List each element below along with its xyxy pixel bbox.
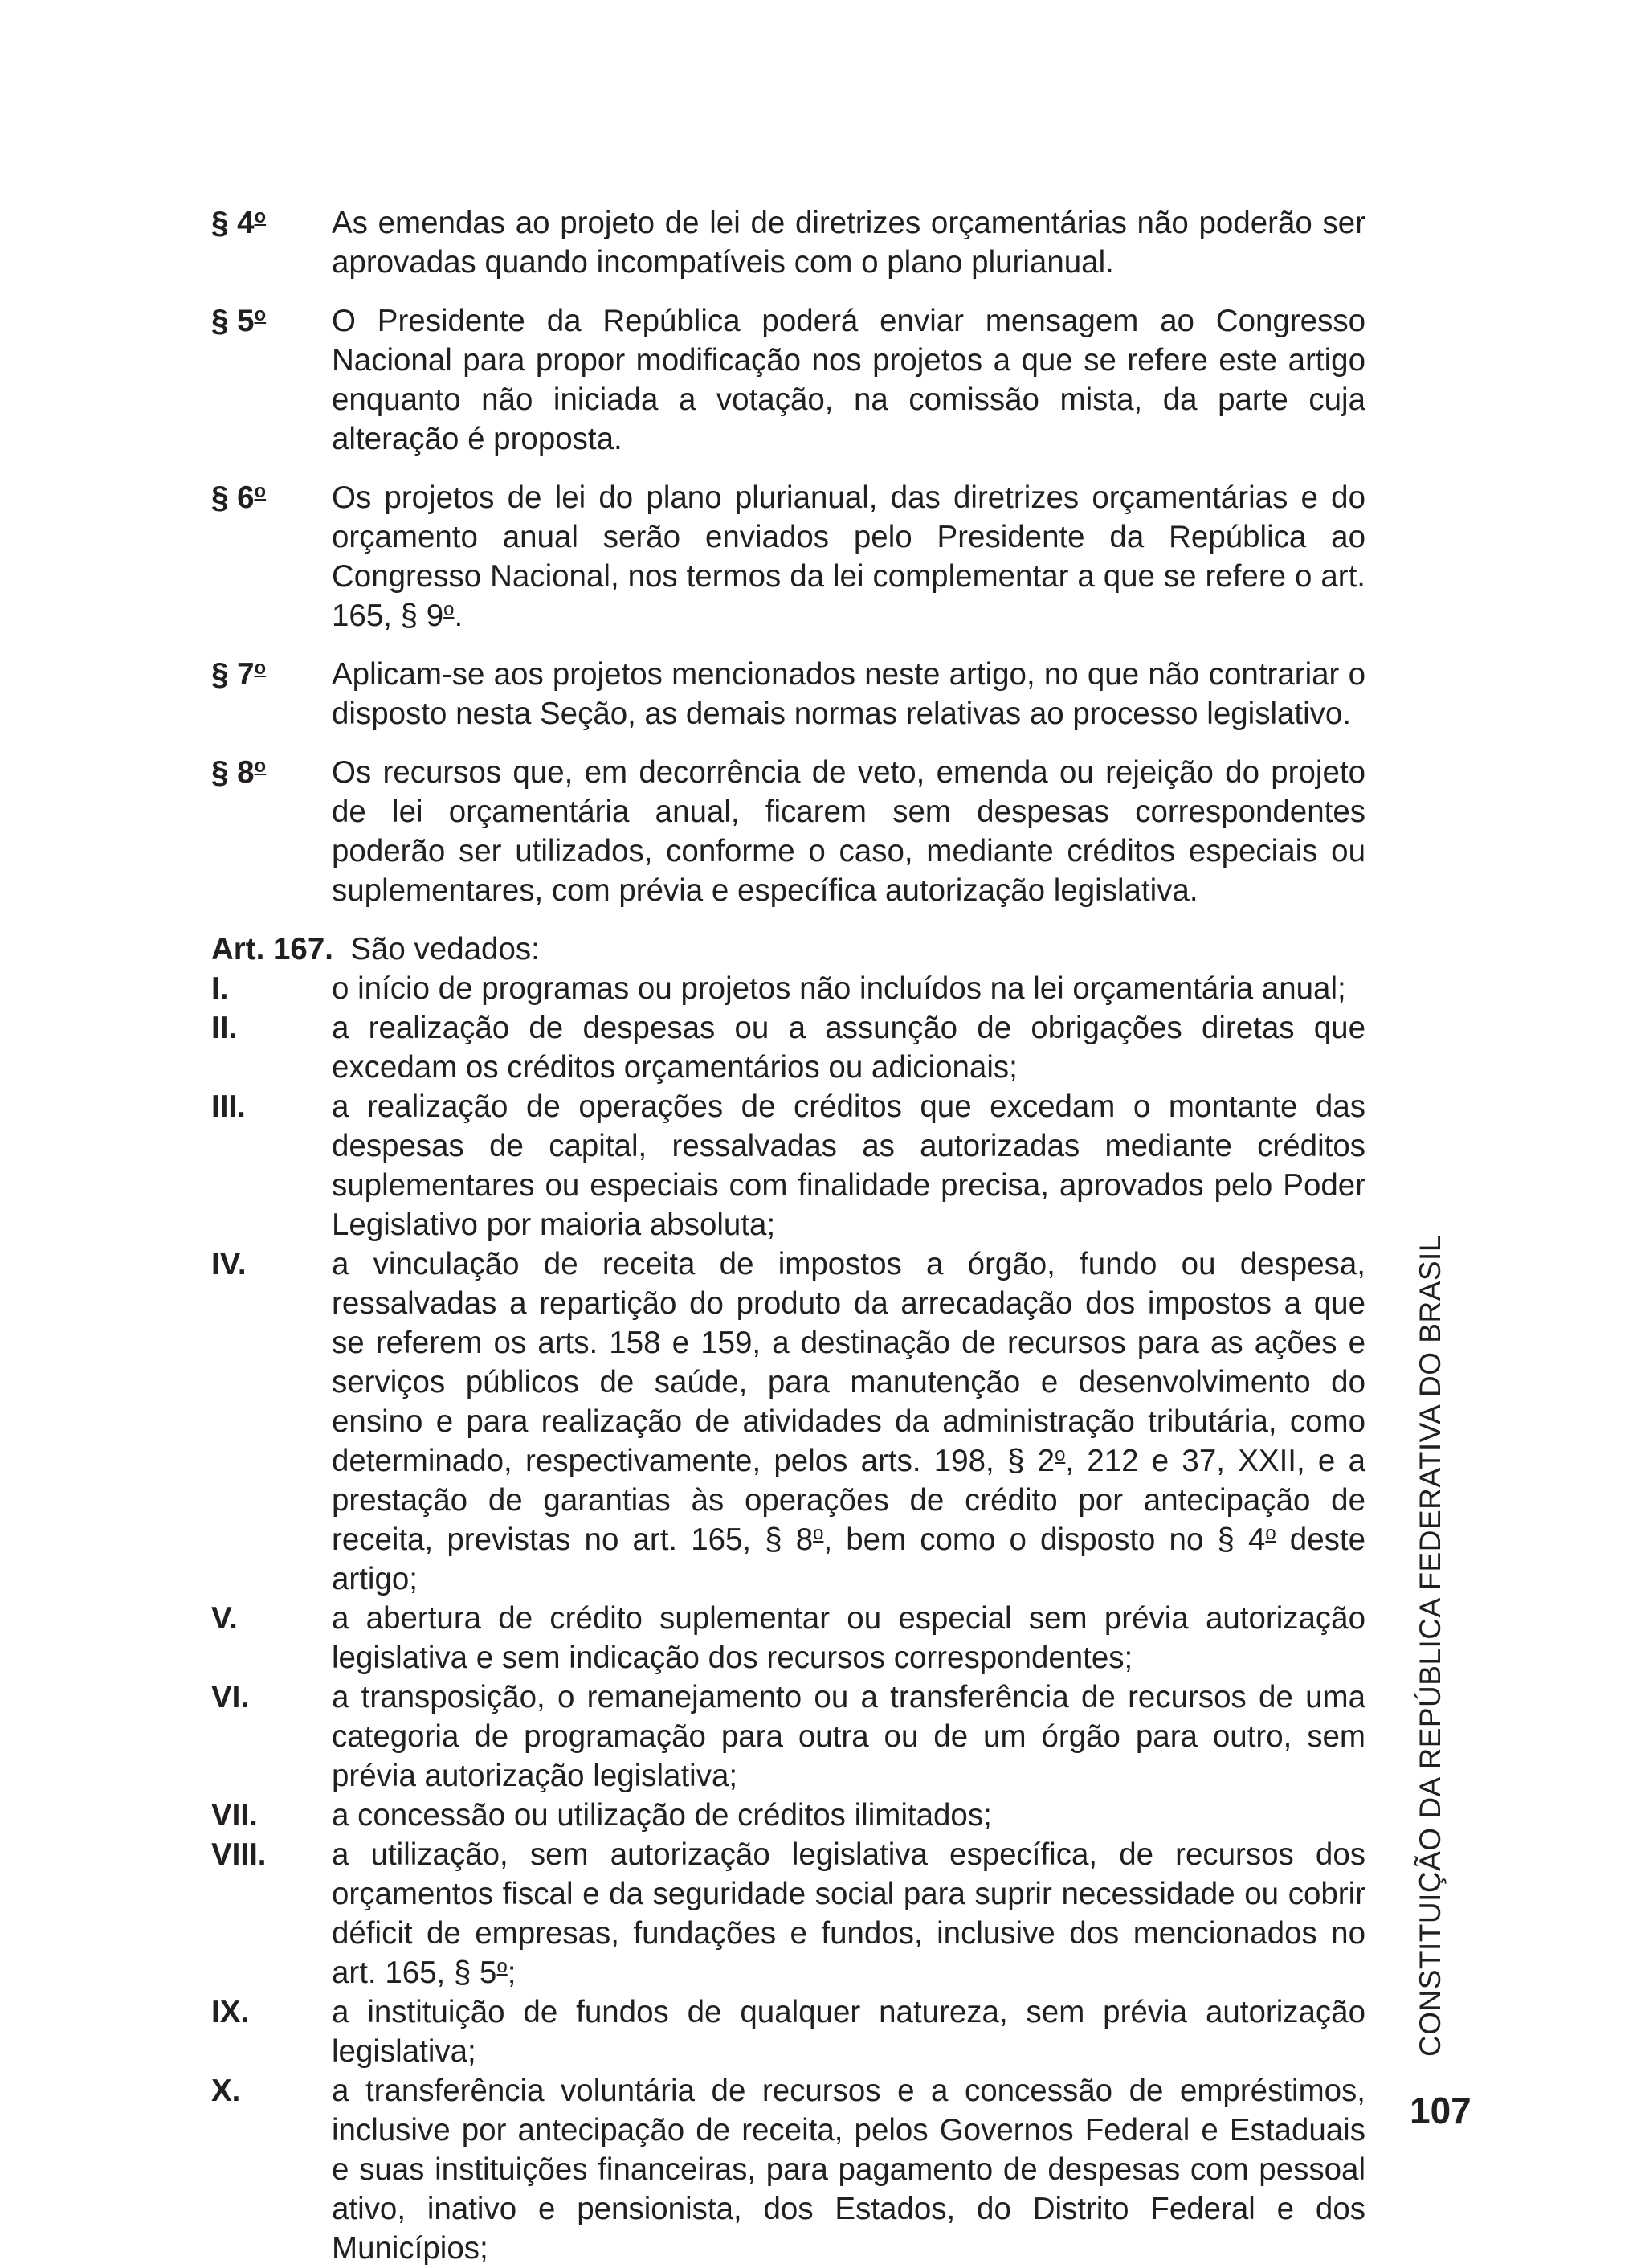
paragraph-text: Os recursos que, em decorrência de veto, emenda ou rejeição do projeto de lei orçamentária anual, ficarem sem despesas correspondentes poderão ser utilizados, conforme o caso, mediante créditos especiais ou suplementares, com prévia e específica autorização legislativa.: [332, 755, 1365, 908]
item-text: a transposição, o remanejamento ou a transferência de recursos de uma categoria de programação para outra ou de um órgão para outro, sem prévia autorização legislativa;: [332, 1680, 1365, 1793]
list-item: [211, 1992, 1365, 2071]
paragraph-label: § 8: [211, 755, 255, 790]
paragraph-8: [211, 753, 1365, 910]
item-label: V.: [211, 1601, 238, 1636]
item-text: a abertura de crédito suplementar ou especial sem prévia autorização legislativa e sem indicação dos recursos correspondentes;: [332, 1601, 1365, 1675]
paragraph-text: As emendas ao projeto de lei de diretrizes orçamentárias não poderão ser aprovadas quando incompatíveis com o plano plurianual.: [332, 206, 1365, 280]
item-label: IV.: [211, 1247, 247, 1281]
item-text: o início de programas ou projetos não incluídos na lei orçamentária anual;: [332, 971, 1346, 1006]
page-body: [211, 203, 1365, 2268]
paragraph-text: Os projetos de lei do plano plurianual, das diretrizes orçamentárias e do orçamento anual serão enviados pelo Presidente da República ao Congresso Nacional, nos termos da lei complementar a que se refere o art. 165, § 9$^o$.: [332, 480, 1365, 633]
ordinal-sup: o: [254, 656, 267, 679]
paragraph-text: O Presidente da República poderá enviar mensagem ao Congresso Nacional para propor modificação nos projetos a que se refere este artigo enquanto não iniciada a votação, na comissão mista, da parte cuja alteração é proposta.: [332, 304, 1365, 456]
list-item: [211, 1835, 1365, 1992]
item-label: VIII.: [211, 1837, 267, 1872]
item-text: a instituição de fundos de qualquer natureza, sem prévia autorização legislativa;: [332, 1995, 1365, 2069]
article-title: Art. 167.: [211, 932, 333, 966]
list-item: [211, 1599, 1365, 1678]
ordinal-sup: o: [254, 303, 267, 325]
list-item: [211, 969, 1365, 1008]
item-label: IX.: [211, 1995, 250, 2029]
paragraph-label: § 4: [211, 206, 255, 240]
page-number: 107: [1410, 2090, 1472, 2131]
item-label: VII.: [211, 1798, 258, 1833]
item-text: a vinculação de receita de impostos a órgão, fundo ou despesa, ressalvadas a repartição do produto da arrecadação dos impostos a que se referem os arts. 158 e 159, a destinação de recursos para as ações e serviços públicos de saúde, para manutenção e desenvolvimento do ensino e para realização de atividades da administração tributária, como determinado, respectivamente, pelos arts. 198, § 2$^o$, 212 e 37, XXII, e a prestação de garantias às operações de crédito por antecipação de receita, previstas no art. 165, § 8$^o$, bem como o disposto no § 4$^o$ deste artigo;: [332, 1247, 1365, 1596]
article-intro: São vedados:: [350, 932, 540, 966]
ordinal-sup: o: [443, 598, 455, 620]
paragraph-4: [211, 203, 1365, 282]
sidebar-title: CONSTITUIÇÃO DA REPÚBLICA FEDERATIVA DO BRASIL: [1414, 1235, 1447, 2057]
item-text: a concessão ou utilização de créditos ilimitados;: [332, 1798, 992, 1833]
list-item: [211, 1008, 1365, 1087]
list-item: [211, 1087, 1365, 1244]
paragraph-5: [211, 301, 1365, 459]
item-label: I.: [211, 971, 229, 1006]
list-item: [211, 1796, 1365, 1835]
item-text: a realização de operações de créditos que excedam o montante das despesas de capital, ressalvadas as autorizadas mediante créditos suplementares ou especiais com finalidade precisa, aprovados pelo Poder Legislativo por maioria absoluta;: [332, 1089, 1365, 1242]
paragraph-label: § 7: [211, 657, 255, 692]
paragraph-text: Aplicam-se aos projetos mencionados neste artigo, no que não contrariar o disposto nesta Seção, as demais normas relativas ao processo legislativo.: [332, 657, 1365, 731]
paragraph-6: [211, 478, 1365, 635]
ordinal-sup: o: [254, 754, 267, 777]
item-label: VI.: [211, 1680, 250, 1714]
list-item: [211, 1678, 1365, 1796]
paragraph-label: § 6: [211, 480, 255, 515]
item-text: a utilização, sem autorização legislativa específica, de recursos dos orçamentos fiscal e da seguridade social para suprir necessidade ou cobrir déficit de empresas, fundações e fundos, inclusive dos mencionados no art. 165, § 5$^o$;: [332, 1837, 1365, 1990]
list-item: [211, 2071, 1365, 2268]
list-item: [211, 1244, 1365, 1599]
paragraph-label: § 5: [211, 304, 255, 338]
item-text: a realização de despesas ou a assunção de obrigações diretas que excedam os créditos orçamentários ou adicionais;: [332, 1011, 1365, 1085]
item-label: X.: [211, 2074, 241, 2108]
article-heading: [211, 930, 1365, 969]
item-text: a transferência voluntária de recursos e a concessão de empréstimos, inclusive por antecipação de receita, pelos Governos Federal e Estaduais e suas instituições financeiras, para pagamento de despesas com pessoal ativo, inativo e pensionista, dos Estados, do Distrito Federal e dos Municípios;: [332, 2074, 1365, 2266]
ordinal-sup: o: [254, 205, 267, 227]
paragraph-7: [211, 655, 1365, 734]
item-label: III.: [211, 1089, 246, 1124]
item-label: II.: [211, 1011, 238, 1045]
ordinal-sup: o: [254, 480, 267, 502]
